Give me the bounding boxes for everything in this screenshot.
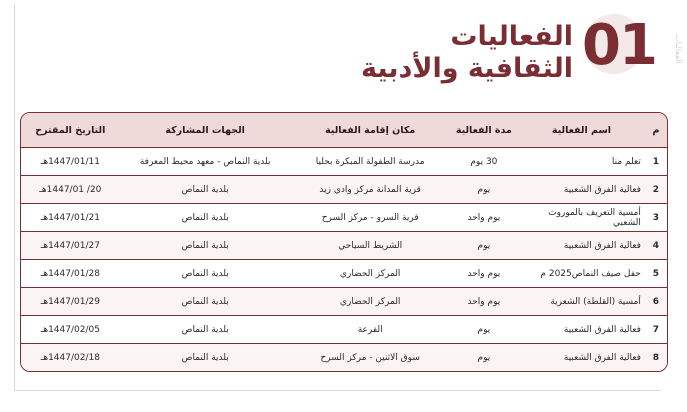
cell-partners: بلدية النماص [120, 204, 291, 232]
cell-duration: 30 يوم [450, 148, 518, 176]
table-row [21, 204, 667, 232]
cell-name: فعالية الفرق الشعبية [518, 316, 645, 344]
table-row [21, 148, 667, 176]
cell-name: فعالية الفرق الشعبية [518, 176, 645, 204]
cell-date: 1447/01/29هـ [21, 288, 120, 316]
table-row [21, 232, 667, 260]
column-header: م [645, 113, 667, 148]
cell-duration: يوم واحد [450, 260, 518, 288]
section-number: 01 [582, 13, 656, 78]
table-row [21, 344, 667, 372]
table-row [21, 288, 667, 316]
cell-num: 2 [645, 176, 667, 204]
side-label: الفعاليات [674, 34, 683, 64]
cell-num: 3 [645, 204, 667, 232]
cell-place: الشريط السياحي [291, 232, 450, 260]
cell-duration: يوم واحد [450, 288, 518, 316]
cell-place: المركز الحضاري [291, 260, 450, 288]
cell-duration: يوم [450, 316, 518, 344]
cell-place: سوق الاثنين - مركز السرح [291, 344, 450, 372]
section-title-line2: الثقافية والأدبية [361, 53, 573, 84]
cell-partners: بلدية النماص [120, 260, 291, 288]
cell-place: المركز الحضاري [291, 288, 450, 316]
cell-date: 20/ 1447/01هـ [21, 176, 120, 204]
cell-partners: بلدية النماص [120, 344, 291, 372]
cell-name: أمسية التعريف بالموروث الشعبي [518, 204, 645, 232]
column-header: التاريخ المقترح [21, 113, 120, 148]
cell-date: 1447/02/18هـ [21, 344, 120, 372]
cell-place: الفرعة [291, 316, 450, 344]
cell-date: 1447/01/27هـ [21, 232, 120, 260]
cell-partners: بلدية النماص [120, 232, 291, 260]
cell-place: قرية المدانة مركز وادي زيد [291, 176, 450, 204]
cell-name: فعالية الفرق الشعبية [518, 232, 645, 260]
cell-date: 1447/01/21هـ [21, 204, 120, 232]
cell-duration: يوم [450, 176, 518, 204]
cell-partners: بلدية النماص [120, 176, 291, 204]
cell-duration: يوم واحد [450, 204, 518, 232]
cell-partners: بلدية النماص [120, 288, 291, 316]
cell-num: 1 [645, 148, 667, 176]
table-header-row [21, 113, 667, 148]
cell-partners: بلدية النماص [120, 316, 291, 344]
table-row [21, 176, 667, 204]
cell-name: أمسية (القلطة) الشعرية [518, 288, 645, 316]
cell-duration: يوم [450, 232, 518, 260]
cell-num: 4 [645, 232, 667, 260]
cell-name: تعلم منا [518, 148, 645, 176]
events-table [20, 112, 668, 372]
cell-date: 1447/01/11هـ [21, 148, 120, 176]
cell-partners: بلدية النماص - معهد محيط المعرفة [120, 148, 291, 176]
cell-num: 8 [645, 344, 667, 372]
column-header: اسم الفعالية [518, 113, 645, 148]
column-header: مدة الفعالية [450, 113, 518, 148]
column-header: الجهات المشاركة [120, 113, 291, 148]
cell-name: فعالية الفرق الشعبية [518, 344, 645, 372]
table-row [21, 260, 667, 288]
cell-num: 5 [645, 260, 667, 288]
cell-date: 1447/01/28هـ [21, 260, 120, 288]
cell-place: مدرسة الطفولة المبكرة بحليا [291, 148, 450, 176]
cell-place: قرية السرو - مركز السرح [291, 204, 450, 232]
cell-num: 6 [645, 288, 667, 316]
column-header: مكان إقامة الفعالية [291, 113, 450, 148]
cell-name: حفل صيف النماص2025 م [518, 260, 645, 288]
cell-duration: يوم [450, 344, 518, 372]
cell-num: 7 [645, 316, 667, 344]
cell-date: 1447/02/05هـ [21, 316, 120, 344]
section-title-line1: الفعاليات [450, 21, 573, 52]
table-row [21, 316, 667, 344]
